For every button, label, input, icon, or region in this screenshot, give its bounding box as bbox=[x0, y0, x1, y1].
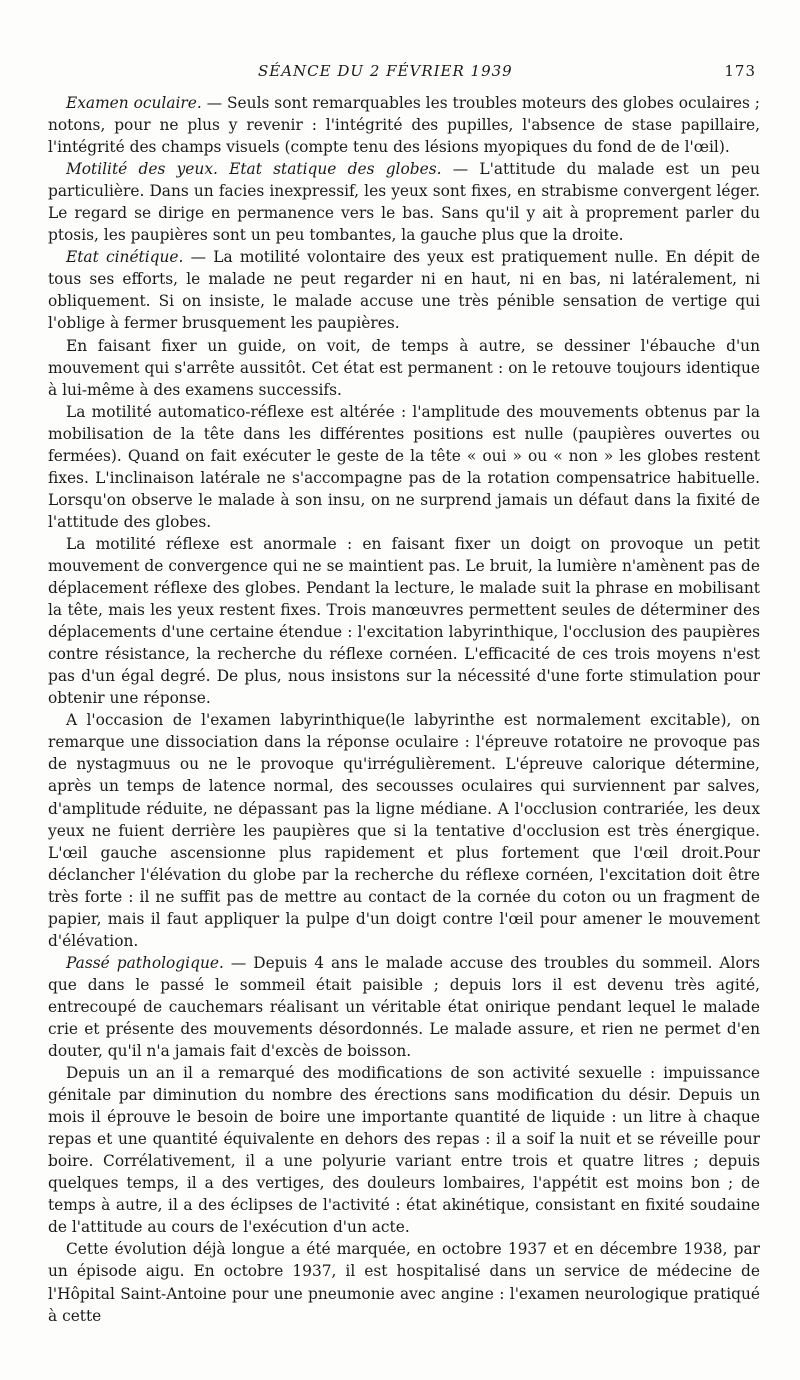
paragraph-text: — L'attitude du malade est un peu particulière. Dans un facies inexpressif, les yeux sont fixes, en strabisme convergent léger. Le regard se dirige en permanence vers le bas. Sans qu'il y ait à proprement parler du ptosis, les paupières sont un peu tombantes, la gauche plus que la droite. bbox=[48, 160, 760, 245]
page-number: 173 bbox=[724, 62, 756, 80]
paragraph bbox=[48, 401, 760, 533]
paragraph-text: La motilité réflexe est anormale : en faisant fixer un doigt on provoque un petit mouvement de convergence qui ne se maintient pas. Le bruit, la lumière n'amènent pas de déplacement réflexe des globes. Pendant la lecture, le malade suit la phrase en mobilisant la tête, mais les yeux restent fixes. Trois manœuvres permettent seules de déterminer des déplacements d'une certaine étendue : l'excitation labyrinthique, l'occlusion des paupières contre résistance, la recherche du réflexe cornéen. L'efficacité de ces trois moyens n'est pas d'un égal degré. De plus, nous insistons sur la nécessité d'une forte stimulation pour obtenir une réponse. bbox=[48, 534, 760, 708]
paragraph-examen-oculaire bbox=[48, 92, 760, 158]
paragraph-etat-cinetique bbox=[48, 246, 760, 334]
running-head bbox=[48, 58, 760, 92]
article-body bbox=[48, 92, 760, 1327]
section-rubric: Examen oculaire. bbox=[66, 94, 202, 112]
paragraph-text: En faisant fixer un guide, on voit, de temps à autre, se dessiner l'ébauche d'un mouvement qui s'arrête aussitôt. Cet état est permanent : on le retouve toujours identique à lui-même à des examens successifs. bbox=[48, 336, 760, 399]
paragraph-text: La motilité automatico-réflexe est altérée : l'amplitude des mouvements obtenus par la mobilisation de la tête dans les différentes positions est nulle (paupières ouvertes ou fermées). Quand on fait exécuter le geste de la tête « oui » ou « non » les globes restent fixes. L'inclinaison latérale ne s'accompagne pas de la rotation compensatrice habituelle. Lorsqu'on observe le malade à son insu, on ne surprend jamais un défaut dans la fixité de l'attitude des globes. bbox=[48, 402, 760, 531]
section-rubric: Passé pathologique. bbox=[66, 953, 224, 972]
paragraph bbox=[48, 1238, 760, 1326]
paragraph-text: Depuis un an il a remarqué des modifications de son activité sexuelle : impuissance génitale par diminution du nombre des érections sans modification du désir. Depuis un mois il éprouve le besoin de boire une importante quantité de liquide : un litre à chaque repas et une quantité équivalente en dehors des repas : il a soif la nuit et se réveille pour boire. Corrélativement, il a une polyurie variant entre trois et quatre litres ; depuis quelques temps, il a des vertiges, des douleurs lombaires, l'appétit est moins bon ; de temps à autre, il a des éclipses de l'activité : état akinétique, consistant en fixité soudaine de l'attitude au cours de l'exécution d'un acte. bbox=[48, 1064, 760, 1237]
section-rubric: Motilité des yeux. Etat statique des globes. bbox=[66, 160, 442, 179]
paragraph-text: A l'occasion de l'examen labyrinthique(le labyrinthe est normalement excitable), on remarque une dissociation dans la réponse oculaire : l'épreuve rotatoire ne provoque pas de nystagmuus ou ne le provoque qu'irrégulièrement. L'épreuve calorique détermine, après un temps de latence normal, des secousses oculaires qui surviennent par salves, d'amplitude réduite, ne dépassant pas la ligne médiane. A l'occlusion contrariée, les deux yeux ne fuient derrière les paupières que si la tentative d'occlusion est très énergique. L'œil gauche ascensionne plus rapidement et plus fortement que l'œil droit.Pour déclancher l'élévation du globe par la recherche du réflexe cornéen, l'excitation doit être très forte : il ne suffit pas de mettre au contact de la cornée du coton ou un fragment de papier, mais il faut appliquer la pulpe d'un doigt contre l'œil pour amener le mouvement d'élévation. bbox=[48, 711, 760, 950]
paragraph bbox=[48, 709, 760, 952]
paragraph-text: — Depuis 4 ans le malade accuse des troubles du sommeil. Alors que dans le passé le sommeil était paisible ; depuis lors il est devenu très agité, entrecoupé de cauchemars réalisant un véritable état onirique pendant lequel le malade crie et présente des mouvements désordonnés. Le malade assure, et rien ne permet d'en douter, qu'il n'a jamais fait d'excès de boisson. bbox=[48, 953, 760, 1061]
paragraph-text: Cette évolution déjà longue a été marquée, en octobre 1937 et en décembre 1938, par un épisode aigu. En octobre 1937, il est hospitalisé dans un service de médecine de l'Hôpital Saint-Antoine pour une pneumonie avec angine : l'examen neurologique pratiqué à cette bbox=[48, 1240, 760, 1325]
paragraph-text: — Seuls sont remarquables les troubles moteurs des globes oculaires ; notons, pour ne plus y revenir : l'intégrité des pupilles, l'absence de stase papillaire, l'intégrité des champs visuels (compte tenu des lésions myopiques du fond de de l'œil). bbox=[48, 94, 760, 157]
section-rubric: Etat cinétique. bbox=[66, 248, 184, 267]
paragraph-motilite-yeux bbox=[48, 158, 760, 246]
paragraph-text: — La motilité volontaire des yeux est pratiquement nulle. En dépit de tous ses efforts, le malade ne peut regarder ni en haut, ni en bas, ni latéralement, ni obliquement. Si on insiste, le malade accuse une très pénible sensation de vertige qui l'oblige à fermer brusquement les paupières. bbox=[48, 248, 761, 333]
paragraph-passe-pathologique bbox=[48, 952, 760, 1062]
paragraph bbox=[48, 335, 760, 401]
paragraph bbox=[48, 533, 760, 709]
page-title: SÉANCE DU 2 FÉVRIER 1939 bbox=[258, 62, 513, 80]
paragraph bbox=[48, 1062, 760, 1238]
